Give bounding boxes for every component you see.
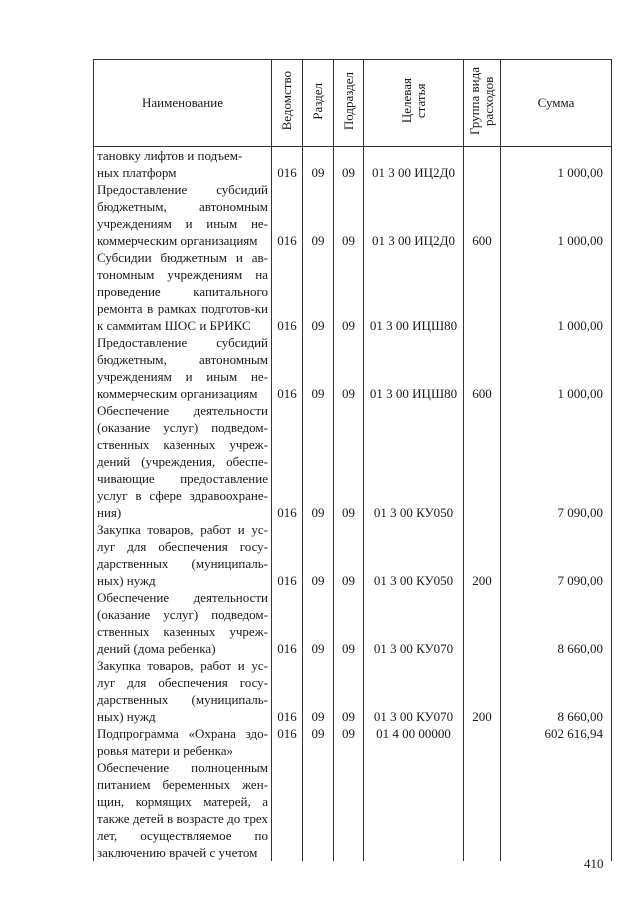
row-sum [501, 759, 612, 861]
table-row [94, 334, 612, 402]
row-target: 01 4 00 00000 [364, 725, 464, 759]
row-name: тановку лифтов и подъем- ных платформ [94, 147, 272, 182]
row-podrazdel [334, 759, 364, 861]
row-vedomstvo: 016 [272, 657, 303, 725]
row-podrazdel: 09 [334, 147, 364, 182]
row-name: Субсидии бюджетным и ав-тономным учреждениям на проведение капитального ремонта в рамках подготов-ки к саммитам ШОС и БРИКС [94, 249, 272, 334]
row-razdel: 09 [303, 334, 334, 402]
row-group [464, 249, 501, 334]
row-vedomstvo: 016 [272, 725, 303, 759]
budget-table [93, 59, 612, 861]
row-target [364, 759, 464, 861]
row-vedomstvo [272, 759, 303, 861]
row-sum: 1 000,00 [501, 147, 612, 182]
row-podrazdel: 09 [334, 402, 364, 521]
row-group [464, 759, 501, 861]
row-name: Закупка товаров, работ и ус-луг для обеспечения госу-дарственных (муниципаль-ных) нужд [94, 657, 272, 725]
header-name: Наименование [94, 60, 272, 147]
row-target: 01 3 00 КУ070 [364, 589, 464, 657]
row-target: 01 3 00 КУ070 [364, 657, 464, 725]
table-row [94, 521, 612, 589]
row-target: 01 3 00 КУ050 [364, 521, 464, 589]
row-podrazdel: 09 [334, 725, 364, 759]
row-vedomstvo: 016 [272, 402, 303, 521]
row-sum: 1 000,00 [501, 249, 612, 334]
row-razdel: 09 [303, 589, 334, 657]
row-vedomstvo: 016 [272, 521, 303, 589]
row-group: 600 [464, 181, 501, 249]
row-podrazdel: 09 [334, 657, 364, 725]
row-podrazdel: 09 [334, 249, 364, 334]
row-podrazdel: 09 [334, 181, 364, 249]
row-name: Подпрограмма «Охрана здо-ровья матери и ребенка» [94, 725, 272, 759]
table-row [94, 147, 612, 182]
row-group [464, 589, 501, 657]
header-sum: Сумма [501, 60, 612, 147]
row-vedomstvo: 016 [272, 249, 303, 334]
row-razdel [303, 759, 334, 861]
row-target: 01 3 00 ИЦ2Д0 [364, 181, 464, 249]
row-podrazdel: 09 [334, 589, 364, 657]
row-vedomstvo: 016 [272, 147, 303, 182]
row-sum: 602 616,94 [501, 725, 612, 759]
row-name: Обеспечение полноценным питанием беременных жен-щин, кормящих матерей, а также детей в возрасте до трех лет, осуществляемое по заключению врачей с учетом [94, 759, 272, 861]
row-razdel: 09 [303, 181, 334, 249]
header-razdel: Раздел [303, 60, 334, 147]
row-sum: 7 090,00 [501, 521, 612, 589]
row-vedomstvo: 016 [272, 334, 303, 402]
row-razdel: 09 [303, 725, 334, 759]
row-group: 200 [464, 657, 501, 725]
table-row [94, 759, 612, 861]
row-name: Обеспечение деятельности (оказание услуг) подведом-ственных казенных учреж-дений (дома ребенка) [94, 589, 272, 657]
row-target: 01 3 00 ИЦ2Д0 [364, 147, 464, 182]
row-razdel: 09 [303, 521, 334, 589]
table-row [94, 249, 612, 334]
table-row [94, 657, 612, 725]
row-target: 01 3 00 ИЦШ80 [364, 249, 464, 334]
row-razdel: 09 [303, 249, 334, 334]
table-row [94, 725, 612, 759]
row-group [464, 147, 501, 182]
header-vedomstvo: Ведомство [272, 60, 303, 147]
row-sum: 7 090,00 [501, 402, 612, 521]
row-razdel: 09 [303, 402, 334, 521]
row-sum: 8 660,00 [501, 589, 612, 657]
row-razdel: 09 [303, 657, 334, 725]
row-group [464, 725, 501, 759]
page-number: 410 [584, 856, 604, 871]
header-target: Целевая статья [364, 60, 464, 147]
row-target: 01 3 00 КУ050 [364, 402, 464, 521]
table-row [94, 402, 612, 521]
row-razdel: 09 [303, 147, 334, 182]
row-podrazdel: 09 [334, 334, 364, 402]
row-podrazdel: 09 [334, 521, 364, 589]
header-podrazdel: Подраздел [334, 60, 364, 147]
header-row [94, 60, 612, 147]
table-row [94, 589, 612, 657]
row-name: Закупка товаров, работ и ус-луг для обеспечения госу-дарственных (муниципаль-ных) нужд [94, 521, 272, 589]
row-group: 600 [464, 334, 501, 402]
row-sum: 1 000,00 [501, 334, 612, 402]
header-group: Группа вида расходов [464, 60, 501, 147]
table-row [94, 181, 612, 249]
row-group [464, 402, 501, 521]
row-name: Обеспечение деятельности (оказание услуг) подведом-ственных казенных учреж-дений (учреждения, обеспе-чивающие предоставление услуг в сфере здравоохране-ния) [94, 402, 272, 521]
row-vedomstvo: 016 [272, 181, 303, 249]
row-vedomstvo: 016 [272, 589, 303, 657]
row-name: Предоставление субсидий бюджетным, автономным учреждениям и иным не-коммерческим организациям [94, 181, 272, 249]
row-sum: 8 660,00 [501, 657, 612, 725]
row-name: Предоставление субсидий бюджетным, автономным учреждениям и иным не-коммерческим организациям [94, 334, 272, 402]
row-sum: 1 000,00 [501, 181, 612, 249]
row-target: 01 3 00 ИЦШ80 [364, 334, 464, 402]
row-group: 200 [464, 521, 501, 589]
